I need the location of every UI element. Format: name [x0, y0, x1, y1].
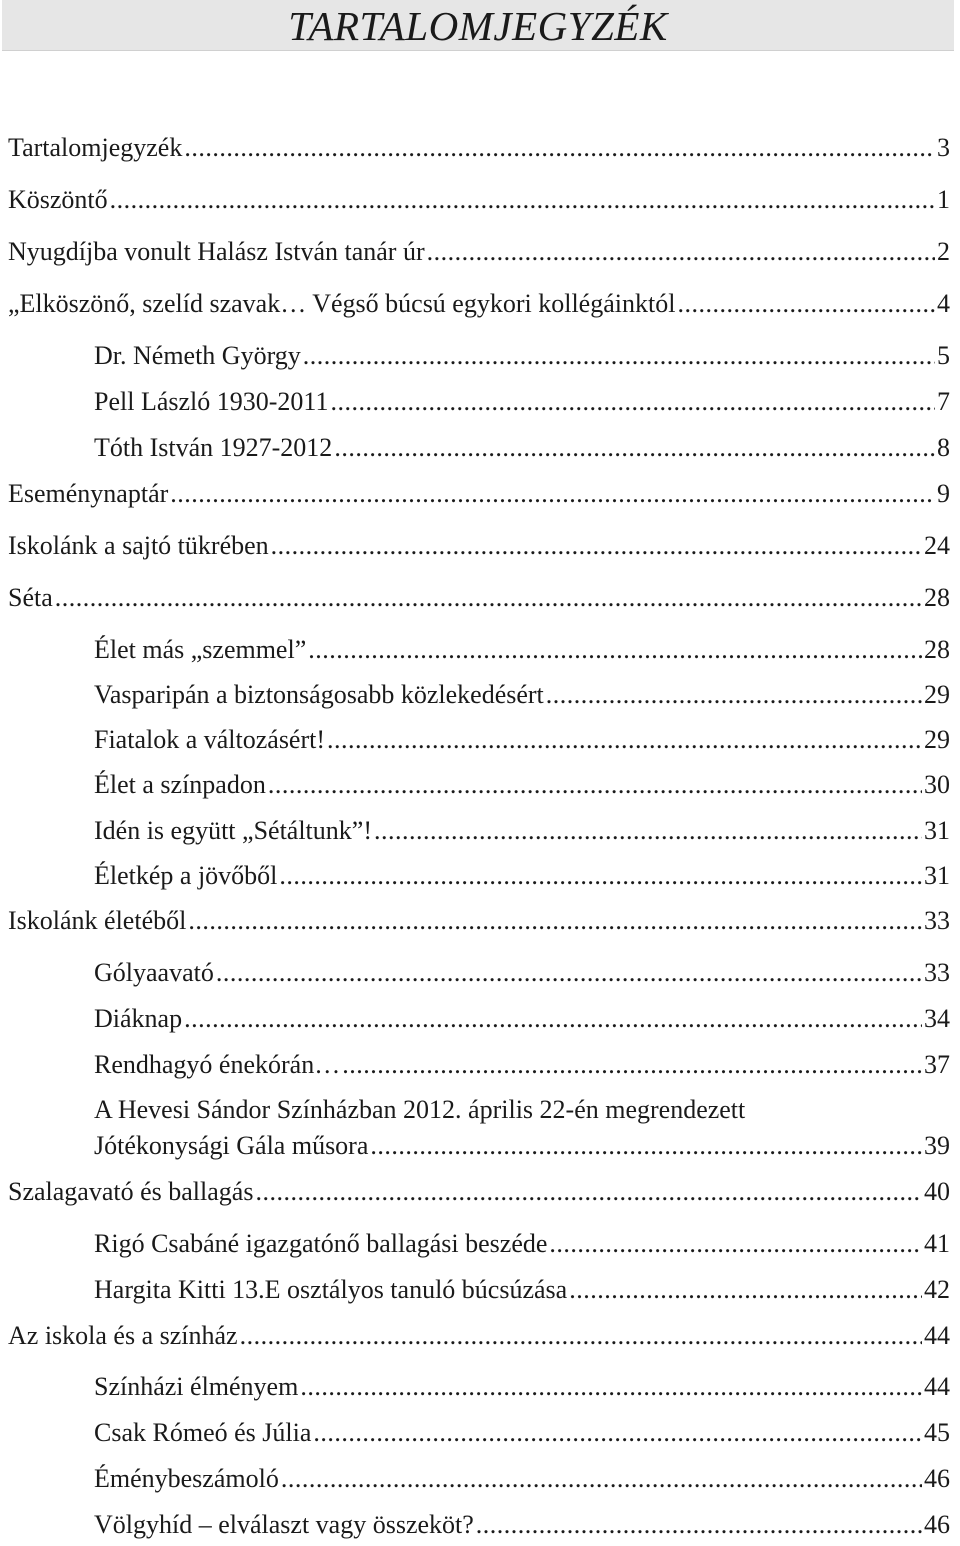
toc-entry-page: 31 [924, 816, 950, 845]
toc-subentry[interactable] [94, 859, 950, 893]
toc-leader [281, 1462, 922, 1496]
toc-entry-page: 2 [937, 237, 950, 266]
toc-entry[interactable] [8, 235, 950, 269]
toc-entry[interactable] [8, 1319, 950, 1353]
toc-entry-title: Színházi élményem [94, 1372, 299, 1401]
toc-subentry[interactable] [94, 1273, 950, 1307]
toc-subentry[interactable] [94, 1227, 950, 1261]
toc-leader [342, 1048, 922, 1082]
toc-entry-title: Életkép a jövőből [94, 861, 278, 890]
toc-leader [216, 956, 922, 990]
toc-subentry[interactable] [94, 1048, 950, 1082]
toc-leader [313, 1416, 922, 1450]
toc-subentry[interactable] [94, 1370, 950, 1404]
toc-entry-title: Diáknap [94, 1004, 183, 1033]
toc-entry[interactable] [8, 131, 950, 165]
toc-entry-title: Iskolánk a sajtó tükrében [8, 531, 269, 560]
toc-leader [569, 1273, 922, 1307]
toc-leader [188, 904, 922, 938]
toc-entry-title: Éménybeszámoló [94, 1464, 279, 1493]
toc-entry-title: Szalagavató és ballagás [8, 1177, 254, 1206]
toc-entry-page: 45 [924, 1418, 950, 1447]
toc-leader [268, 768, 922, 802]
toc-leader [279, 859, 922, 893]
toc-subentry[interactable] [94, 339, 950, 373]
toc-entry-page: 1 [937, 185, 950, 214]
toc-entry-page: 44 [924, 1321, 950, 1350]
toc-leader [546, 678, 922, 712]
toc-entry-title: „Elköszönő, szelíd szavak… Végső búcsú egykori kollégáinktól [8, 289, 676, 318]
toc-leader [327, 723, 922, 757]
toc-entry-title-line1: A Hevesi Sándor Színházban 2012. április 22-én megrendezett [94, 1095, 746, 1124]
toc-entry-title: Rendhagyó énekórán… [94, 1050, 341, 1079]
toc-leader [170, 477, 935, 511]
toc-entry-title: Vasparipán a biztonságosabb közlekedésért [94, 680, 544, 709]
toc-subentry[interactable] [94, 678, 950, 712]
toc-entry-title: Séta [8, 583, 53, 612]
toc-entry-title: Dr. Németh György [94, 341, 301, 370]
toc-entry-page: 41 [924, 1229, 950, 1258]
toc-entry[interactable] [8, 581, 950, 615]
toc-entry-title: Élet más „szemmel” [94, 635, 307, 664]
toc-leader [549, 1227, 922, 1261]
toc-entry-title: Csak Rómeó és Júlia [94, 1418, 312, 1447]
toc-leader [303, 339, 935, 373]
toc-entry-page: 46 [924, 1510, 950, 1539]
toc-entry-page: 44 [924, 1372, 950, 1401]
toc-entry[interactable] [8, 1175, 950, 1209]
toc-entry-page: 34 [924, 1004, 950, 1033]
toc-entry-page: 9 [937, 479, 950, 508]
toc-entry-title: Tóth István 1927-2012 [94, 433, 333, 462]
toc-entry-title: Tartalomjegyzék [8, 133, 183, 162]
toc-entry-page: 31 [924, 861, 950, 890]
toc-leader [110, 183, 935, 217]
toc-leader [374, 814, 922, 848]
toc-entry-title: Fiatalok a változásért! [94, 725, 326, 754]
toc-leader [271, 529, 922, 563]
toc-entry-page: 29 [924, 680, 950, 709]
page-title: TARTALOMJEGYZÉK [288, 3, 668, 49]
toc-entry-page: 37 [924, 1050, 950, 1079]
toc-leader [300, 1370, 922, 1404]
toc-entry-page: 42 [924, 1275, 950, 1304]
toc-entry-title: Gólyaavató [94, 958, 214, 987]
toc-leader [55, 581, 922, 615]
toc-entry[interactable] [8, 529, 950, 563]
toc-leader [370, 1129, 922, 1163]
toc-leader [308, 633, 922, 667]
toc-entry-title: Köszöntő [8, 185, 108, 214]
toc-entry-page: 28 [924, 583, 950, 612]
toc-entry-page: 40 [924, 1177, 950, 1206]
toc-leader [677, 287, 935, 321]
toc-entry-title: Völgyhíd – elválaszt vagy összeköt? [94, 1510, 474, 1539]
toc-entry-page: 29 [924, 725, 950, 754]
toc-entry-title: Nyugdíjba vonult Halász István tanár úr [8, 237, 425, 266]
toc-leader [427, 235, 935, 269]
toc-subentry[interactable] [94, 1416, 950, 1450]
toc-entry[interactable] [8, 477, 950, 511]
toc-subentry[interactable] [94, 1129, 950, 1163]
toc-entry-title: Hargita Kitti 13.E osztályos tanuló búcsúzása [94, 1275, 568, 1304]
toc-subentry[interactable] [94, 431, 950, 465]
toc-entry-title: Eseménynaptár [8, 479, 169, 508]
toc-entry[interactable] [8, 904, 950, 938]
toc-entry-page: 8 [937, 433, 950, 462]
toc-entry-title: Élet a színpadon [94, 770, 266, 799]
toc-entry-page: 28 [924, 635, 950, 664]
toc-subentry[interactable] [94, 385, 950, 419]
toc-entry-page: 3 [937, 133, 950, 162]
toc-leader [476, 1508, 922, 1542]
toc-entry-title: Idén is együtt „Sétáltunk”! [94, 816, 372, 845]
toc-entry-title: Pell László 1930-2011 [94, 387, 329, 416]
toc-subentry[interactable] [94, 1508, 950, 1542]
toc-entry-page: 24 [924, 531, 950, 560]
toc-subentry[interactable] [94, 1002, 950, 1036]
toc-entry-page: 7 [937, 387, 950, 416]
toc-leader [184, 1002, 922, 1036]
toc-entry-page: 33 [924, 958, 950, 987]
toc-entry-page: 30 [924, 770, 950, 799]
toc-entry-page: 39 [924, 1131, 950, 1160]
toc-leader [184, 131, 935, 165]
toc-entry-page: 5 [937, 341, 950, 370]
toc-subentry[interactable] [94, 1462, 950, 1496]
toc-subentry[interactable] [94, 723, 950, 757]
toc-subentry[interactable] [94, 956, 950, 990]
toc-entry-title: Az iskola és a színház [8, 1321, 238, 1350]
toc-entry-title: Jótékonysági Gála műsora [94, 1131, 369, 1160]
toc-entry-title: Rigó Csabáné igazgatónő ballagási beszéde [94, 1229, 548, 1258]
toc-leader [255, 1175, 922, 1209]
toc-subentry[interactable] [94, 814, 950, 848]
toc-entry[interactable] [8, 183, 950, 217]
toc-entry-page: 46 [924, 1464, 950, 1493]
toc-entry[interactable] [8, 287, 950, 321]
toc-leader [330, 385, 935, 419]
toc-entry-title: Iskolánk életéből [8, 906, 187, 935]
toc-leader [240, 1319, 922, 1353]
toc-subentry[interactable] [94, 768, 950, 802]
toc-entry-page: 33 [924, 906, 950, 935]
toc-subentry[interactable] [94, 633, 950, 667]
toc-entry-page: 4 [937, 289, 950, 318]
toc-leader [334, 431, 935, 465]
